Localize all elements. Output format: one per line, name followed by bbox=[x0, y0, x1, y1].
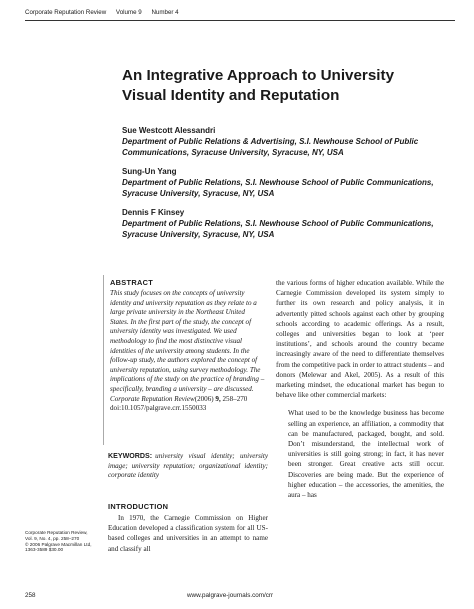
note-line: © 2006 Palgrave Macmillan Ltd, bbox=[25, 541, 92, 547]
right-column bbox=[276, 278, 444, 500]
author-affiliation: Department of Public Relations & Advertising, S.I. Newhouse School of Public Communications, Syracuse University, Syracuse, NY, USA bbox=[122, 137, 419, 157]
citation-journal: Corporate Reputation Review bbox=[110, 394, 195, 403]
keywords-label: KEYWORDS: bbox=[108, 452, 153, 460]
doi[interactable]: doi:10.1057/palgrave.crr.1550033 bbox=[110, 404, 207, 413]
note-line: Vol. 9, No. 4, pp. 258–270 bbox=[25, 535, 80, 541]
author-affiliation: Department of Public Relations, S.I. Newhouse School of Public Communications, Syracuse University, Syracuse, NY, USA bbox=[122, 178, 434, 198]
abstract-rule bbox=[103, 275, 104, 445]
keywords-text: university visual identity; university image; university reputation; organizational identity; corporate identity bbox=[108, 452, 268, 480]
keywords bbox=[108, 452, 268, 481]
citation-line bbox=[105, 395, 265, 405]
abstract bbox=[105, 278, 265, 414]
introduction bbox=[108, 502, 268, 554]
article-title: An Integrative Approach to University Visual Identity and Reputation bbox=[122, 67, 395, 104]
introduction-heading: INTRODUCTION bbox=[108, 502, 169, 511]
abstract-body: This study focuses on the concepts of university identity and university reputation as they relate to a large private university in the Northeast United States. In the first part of the study, the concept of university identity was investigated. We used methodology to find the most distinctive visual identities of the university among students. In the follow-up study, the authors explored the concept of university reputation, using survey methodology. The implications of the study on the practice of branding – specifically, branding a university – are discussed. bbox=[110, 289, 265, 393]
volume-label: Volume 9 bbox=[115, 9, 142, 16]
author-affiliation: Department of Public Relations, S.I. Newhouse School of Public Communications, Syracuse University, Syracuse, NY, USA bbox=[122, 219, 434, 239]
abstract-heading: ABSTRACT bbox=[110, 278, 154, 287]
note-line: 1363-3589 $30.00 bbox=[25, 547, 64, 553]
author-block bbox=[122, 166, 452, 199]
publication-note bbox=[25, 530, 95, 553]
author-name: Dennis F Kinsey bbox=[122, 208, 185, 217]
author-name: Sung-Un Yang bbox=[122, 167, 177, 176]
header-rule bbox=[25, 20, 455, 21]
citation-volume: 9, bbox=[215, 394, 221, 403]
issue-number: Number 4 bbox=[151, 9, 179, 16]
journal-url[interactable]: www.palgrave-journals.com/crr bbox=[187, 592, 274, 599]
author-block bbox=[122, 125, 452, 158]
body-paragraph: the various forms of higher education available. While the Carnegie Commission developed its system simply to further its own research and policy analysis, it in advertently pitted schools against each other by grouping schools according to academic offerings. As a result, colleges and universities began to look at ‘peer institutions’, and schools around the country became increasingly aware of the need to differentiate themselves from the competitive pack in order to attract students – and donors (Melewar and Akel, 2005). As a result of this marketing mindset, the educational market has begun to behave like other commercial markets: bbox=[276, 279, 444, 400]
note-line: Corporate Reputation Review, bbox=[25, 530, 88, 535]
page-number: 258 bbox=[25, 592, 36, 599]
running-head bbox=[25, 9, 187, 16]
block-quote: What used to be the knowledge business has become selling an experience, an affiliation, a commodity that can be manufactured, packaged, bought, and sold. Don’t misunderstand, the intellectual work of universities is still going strong; in fact, it has never been stronger. Great creative acts still occur. Discoveries are being made. But the experience of higher education – the accessories, the amenities, the aura – has bbox=[288, 409, 444, 500]
journal-name: Corporate Reputation Review bbox=[25, 9, 107, 16]
author-name: Sue Westcott Alessandri bbox=[122, 126, 216, 135]
author-block bbox=[122, 207, 452, 240]
introduction-body: In 1970, the Carnegie Commission on Higher Education developed a classification system for all US-based colleges and universities in an attempt to name and classify all bbox=[108, 514, 268, 553]
citation-year: (2006) bbox=[194, 394, 216, 403]
citation-pages: 258–270 bbox=[220, 394, 248, 403]
